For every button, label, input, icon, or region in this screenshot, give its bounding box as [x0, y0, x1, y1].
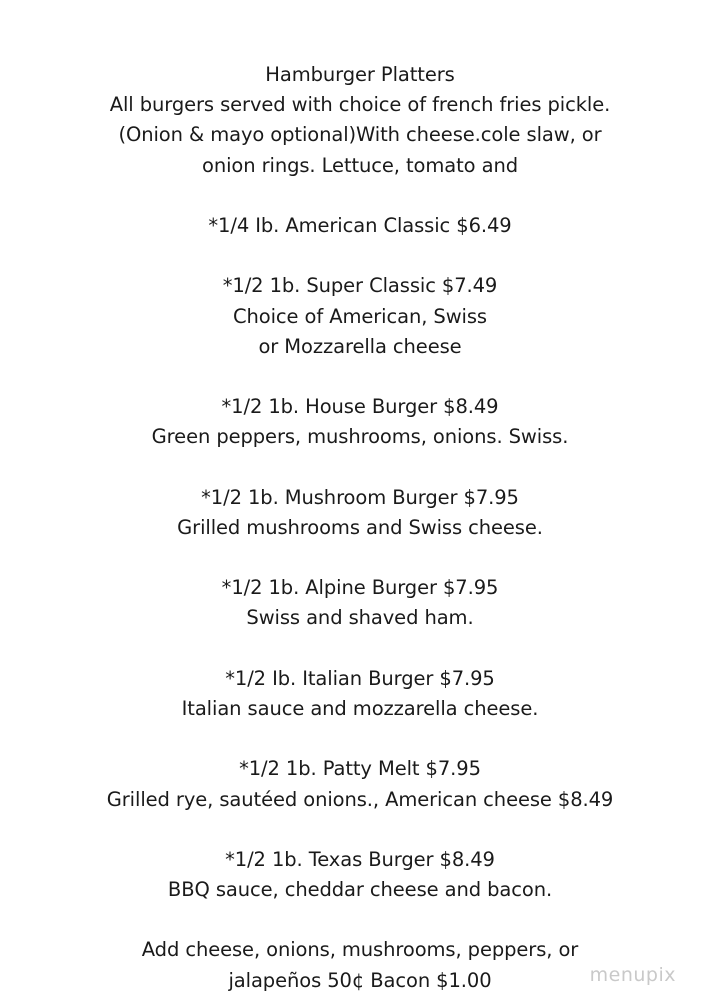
menu-item-title: *1/2 1b. House Burger $8.49 [221, 395, 499, 419]
add-ons-line: Add cheese, onions, mushrooms, peppers, or [141, 938, 579, 962]
spacer [0, 634, 720, 664]
spacer [0, 362, 720, 392]
menu-item-house-burger [0, 392, 720, 452]
spacer [0, 452, 720, 482]
spacer [0, 905, 720, 935]
menu-item-italian-burger [0, 664, 720, 724]
menu-item-description: BBQ sauce, cheddar cheese and bacon. [167, 878, 553, 902]
menu-item-description: or Mozzarella cheese [258, 334, 462, 358]
menu-item-description: Grilled mushrooms and Swiss cheese. [177, 515, 543, 539]
menu-item-description: Grilled rye, sautéed onions., American cheese $8.49 [106, 787, 614, 811]
menu-item-description: Choice of American, Swiss [233, 304, 487, 328]
menu-item-super-classic [0, 271, 720, 362]
spacer [0, 815, 720, 845]
add-ons-line: jalapeños 50¢ Bacon $1.00 [228, 968, 492, 992]
menu-page [0, 60, 720, 996]
menu-header [0, 60, 720, 181]
menu-item-patty-melt [0, 754, 720, 814]
menu-item-title: *1/2 1b. Texas Burger $8.49 [225, 847, 495, 871]
menupix-watermark: menupix [589, 964, 676, 986]
menu-item-title: *1/4 Ib. American Classic $6.49 [208, 213, 512, 237]
menu-item-description: Swiss and shaved ham. [246, 606, 474, 630]
menu-item-title: *1/2 1b. Mushroom Burger $7.95 [201, 485, 519, 509]
menu-item-title: *1/2 1b. Patty Melt $7.95 [239, 757, 481, 781]
menu-item-title: *1/2 1b. Alpine Burger $7.95 [221, 576, 499, 600]
spacer [0, 543, 720, 573]
spacer [0, 241, 720, 271]
menu-item-american-classic [0, 211, 720, 241]
menu-item-description: Green peppers, mushrooms, onions. Swiss. [151, 425, 569, 449]
menu-title: Hamburger Platters [265, 63, 455, 86]
menu-intro-line: onion rings. Lettuce, tomato and [202, 153, 518, 177]
menu-item-texas-burger [0, 845, 720, 905]
menu-item-title: *1/2 Ib. Italian Burger $7.95 [225, 666, 495, 690]
menu-item-title: *1/2 1b. Super Classic $7.49 [222, 274, 498, 298]
menu-item-mushroom-burger [0, 483, 720, 543]
menu-intro-line: All burgers served with choice of french fries pickle. [109, 93, 611, 117]
menu-intro-line: (Onion & mayo optional)With cheese.cole slaw, or [118, 123, 602, 147]
spacer [0, 724, 720, 754]
menu-item-description: Italian sauce and mozzarella cheese. [181, 696, 539, 720]
spacer [0, 181, 720, 211]
menu-item-alpine-burger [0, 573, 720, 633]
